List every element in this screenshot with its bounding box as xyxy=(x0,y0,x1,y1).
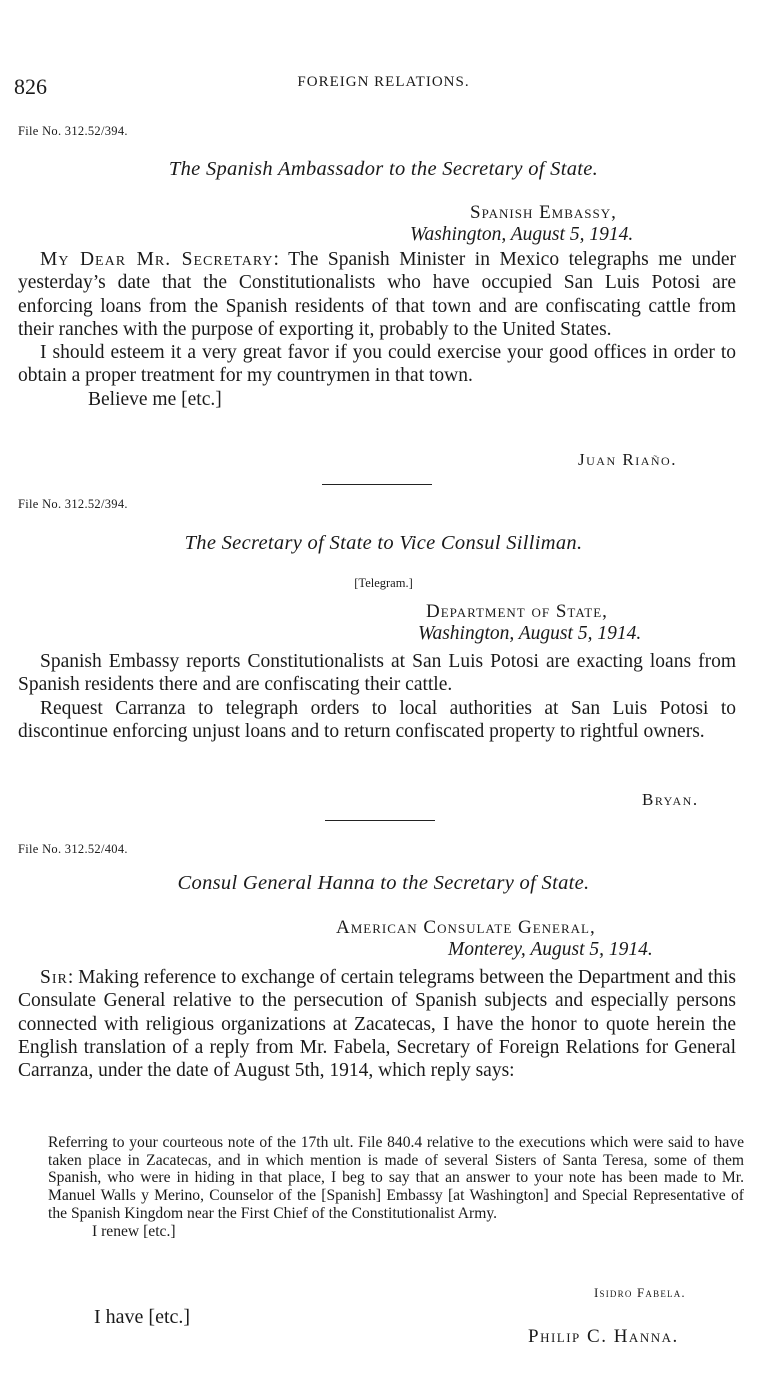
document-heading: The Secretary of State to Vice Consul Silliman. xyxy=(184,532,583,554)
letter-body xyxy=(18,650,736,743)
page-number: 826 xyxy=(14,74,47,99)
paragraph xyxy=(18,248,736,341)
sender-place: Spanish Embassy, xyxy=(470,202,617,223)
document-heading: The Spanish Ambassador to the Secretary of State. xyxy=(168,158,599,180)
quote-signature: Isidro Fabela. xyxy=(594,1285,686,1300)
salutation: My Dear Mr. Secretary xyxy=(40,249,274,270)
document-heading: Consul General Hanna to the Secretary of State. xyxy=(177,872,590,894)
closing: Believe me [etc.] xyxy=(88,388,222,410)
signature: Juan Riaño. xyxy=(578,450,677,469)
running-head: FOREIGN RELATIONS. xyxy=(297,74,470,90)
quote-text: Referring to your courteous note of the 17th ult. File 840.4 relative to the executions which were said to have taken place in Zacatecas, and in which mention is made of several Sisters of Santa Teresa, some of them Spanish, who were in hiding in that place, I beg to say that an answer to your note has been made to Mr. Manuel Walls y Merino, Counselor of the [Spanish] Embassy [at Washington] and Special Representative of the Spanish Kingdom near the First Chief of the Constitutionalist Army. xyxy=(48,1134,744,1222)
quoted-reply xyxy=(48,1134,744,1240)
letter-body xyxy=(18,966,736,1082)
sender-date: Washington, August 5, 1914. xyxy=(418,623,642,644)
paragraph: Request Carranza to telegraph orders to local authorities at San Luis Potosi to discontinue enforcing unjust loans and to return confiscated property to rightful owners. xyxy=(18,697,736,742)
signature: Philip C. Hanna. xyxy=(528,1326,679,1347)
sender-date: Washington, August 5, 1914. xyxy=(410,224,634,245)
paragraph-text: : The Spanish Minister in Mexico telegraphs me under yesterday’s date that the Constitutionalists who have occupied San Luis Potosi are enforcing loans from the Spanish residents of that town and are confiscating cattle from their ranches with the purpose of exporting it, probably to the United States. xyxy=(18,249,736,340)
file-number: File No. 312.52/404. xyxy=(18,842,128,856)
telegram-note: [Telegram.] xyxy=(354,576,413,590)
salutation: Sir xyxy=(40,967,68,988)
sender-place: Department of State, xyxy=(426,601,608,622)
signature: Bryan. xyxy=(642,790,699,809)
closing: I have [etc.] xyxy=(94,1306,191,1328)
paragraph: I should esteem it a very great favor if you could exercise your good offices in order to obtain a proper treatment for my countrymen in that town. xyxy=(18,342,736,387)
paragraph-text: : Making reference to exchange of certain telegrams between the Department and this Consulate General relative to the persecution of Spanish subjects and especially persons connected with religious organizations at Zacatecas, I have the honor to quote herein the English translation of a reply from Mr. Fabela, Secretary of Foreign Relations for General Carranza, under the date of August 5th, 1914, which reply says: xyxy=(18,967,736,1082)
quote-closing: I renew [etc.] xyxy=(92,1222,176,1240)
paragraph xyxy=(18,966,736,1082)
section-divider xyxy=(325,820,435,821)
file-number: File No. 312.52/394. xyxy=(18,124,128,138)
sender-date: Monterey, August 5, 1914. xyxy=(448,939,653,960)
paragraph: Spanish Embassy reports Constitutionalists at San Luis Potosi are exacting loans from Spanish residents there and are confiscating their cattle. xyxy=(18,651,736,696)
letter-body xyxy=(18,248,736,411)
file-number: File No. 312.52/394. xyxy=(18,497,128,511)
section-divider xyxy=(322,484,432,485)
sender-place: American Consulate General, xyxy=(336,917,596,938)
